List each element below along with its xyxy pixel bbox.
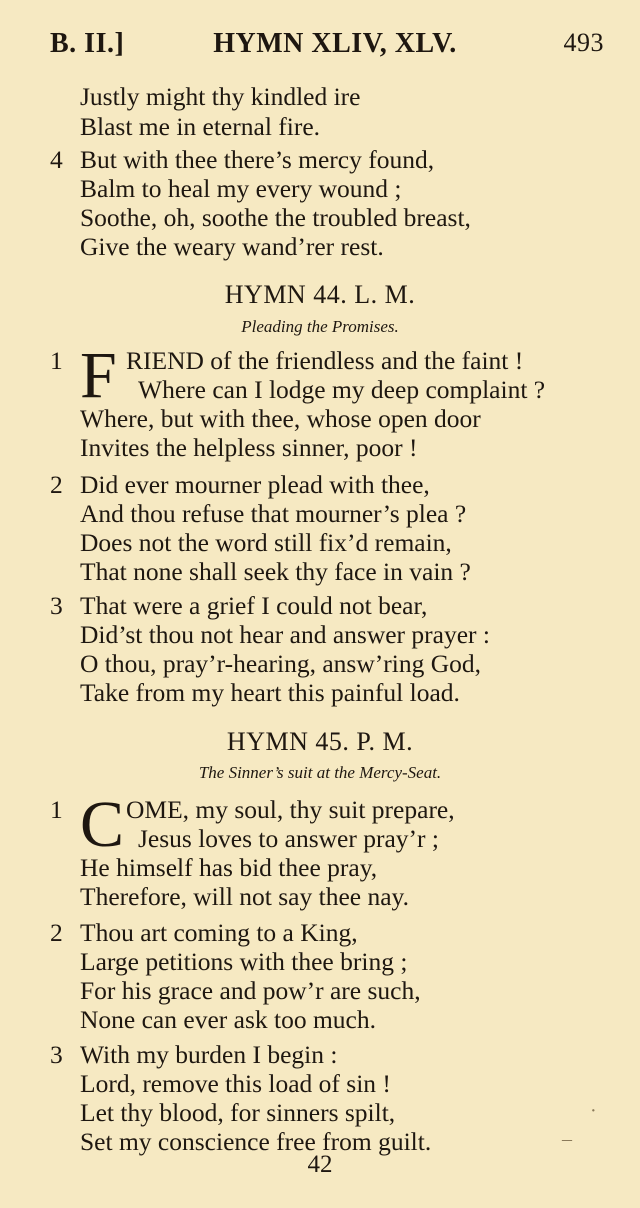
print-blemish: – bbox=[562, 1128, 572, 1150]
verse-number: 2 bbox=[50, 470, 63, 499]
running-header bbox=[0, 28, 640, 68]
verse-line: And thou refuse that mourner’s plea ? bbox=[80, 499, 467, 528]
verse-line: Balm to heal my every wound ; bbox=[80, 174, 402, 203]
hymn-subtitle: Pleading the Promises. bbox=[241, 317, 399, 336]
verse-line: RIEND of the friendless and the faint ! bbox=[126, 346, 524, 375]
drop-cap: C bbox=[80, 788, 125, 861]
verse-number: 1 bbox=[50, 346, 63, 375]
header-title: HYMN XLIV, XLV. bbox=[213, 28, 457, 59]
verse-number: 2 bbox=[50, 918, 63, 947]
verse-line: O thou, pray’r-hearing, answ’ring God, bbox=[80, 649, 482, 678]
verse-line: Did ever mourner plead with thee, bbox=[80, 470, 430, 499]
verse-line: But with thee there’s mercy found, bbox=[80, 145, 435, 174]
verse-line: Justly might thy kindled ire bbox=[80, 82, 361, 111]
print-blemish: · bbox=[590, 1100, 597, 1122]
verse-line: Lord, remove this load of sin ! bbox=[80, 1069, 391, 1098]
page-number: 493 bbox=[563, 28, 604, 57]
hymn-subtitle: The Sinner’s suit at the Mercy-Seat. bbox=[198, 763, 442, 782]
signature-mark: 42 bbox=[307, 1151, 333, 1178]
verse-line: Invites the helpless sinner, poor ! bbox=[80, 433, 418, 462]
verse-line: Set my conscience free from guilt. bbox=[80, 1127, 432, 1156]
verse-number: 3 bbox=[50, 591, 63, 620]
verse-line: Therefore, will not say thee nay. bbox=[80, 882, 410, 911]
verse-line: With my burden I begin : bbox=[80, 1040, 338, 1069]
verse-line: Soothe, oh, soothe the troubled breast, bbox=[80, 203, 471, 232]
verse-line: OME, my soul, thy suit prepare, bbox=[126, 795, 455, 824]
verse-line: None can ever ask too much. bbox=[80, 1005, 376, 1034]
verse-line: Where, but with thee, whose open door bbox=[80, 404, 481, 433]
verse-number: 3 bbox=[50, 1040, 63, 1069]
verse-line: Thou art coming to a King, bbox=[80, 918, 358, 947]
verse-line: Does not the word still fix’d remain, bbox=[80, 528, 452, 557]
verse-line: He himself has bid thee pray, bbox=[80, 853, 378, 882]
verse-line: That were a grief I could not bear, bbox=[80, 591, 428, 620]
verse-line: Give the weary wand’rer rest. bbox=[80, 232, 384, 261]
verse-line: For his grace and pow’r are such, bbox=[80, 976, 421, 1005]
verse-number: 1 bbox=[50, 795, 63, 824]
verse-line: Blast me in eternal fire. bbox=[80, 112, 321, 141]
book-section-label: B. II.] bbox=[50, 28, 125, 59]
verse-line: Did’st thou not hear and answer prayer : bbox=[80, 620, 491, 649]
verse-line: Jesus loves to answer pray’r ; bbox=[138, 824, 439, 853]
verse-line: Large petitions with thee bring ; bbox=[80, 947, 408, 976]
drop-cap: F bbox=[80, 339, 117, 412]
verse-line: Let thy blood, for sinners spilt, bbox=[80, 1098, 396, 1127]
hymn-title: HYMN 44. L. M. bbox=[224, 280, 416, 309]
verse-line: Where can I lodge my deep complaint ? bbox=[138, 375, 546, 404]
hymn-title: HYMN 45. P. M. bbox=[226, 727, 414, 756]
verse-line: That none shall seek thy face in vain ? bbox=[80, 557, 471, 586]
verse-number: 4 bbox=[50, 145, 63, 174]
verse-line: Take from my heart this painful load. bbox=[80, 678, 460, 707]
